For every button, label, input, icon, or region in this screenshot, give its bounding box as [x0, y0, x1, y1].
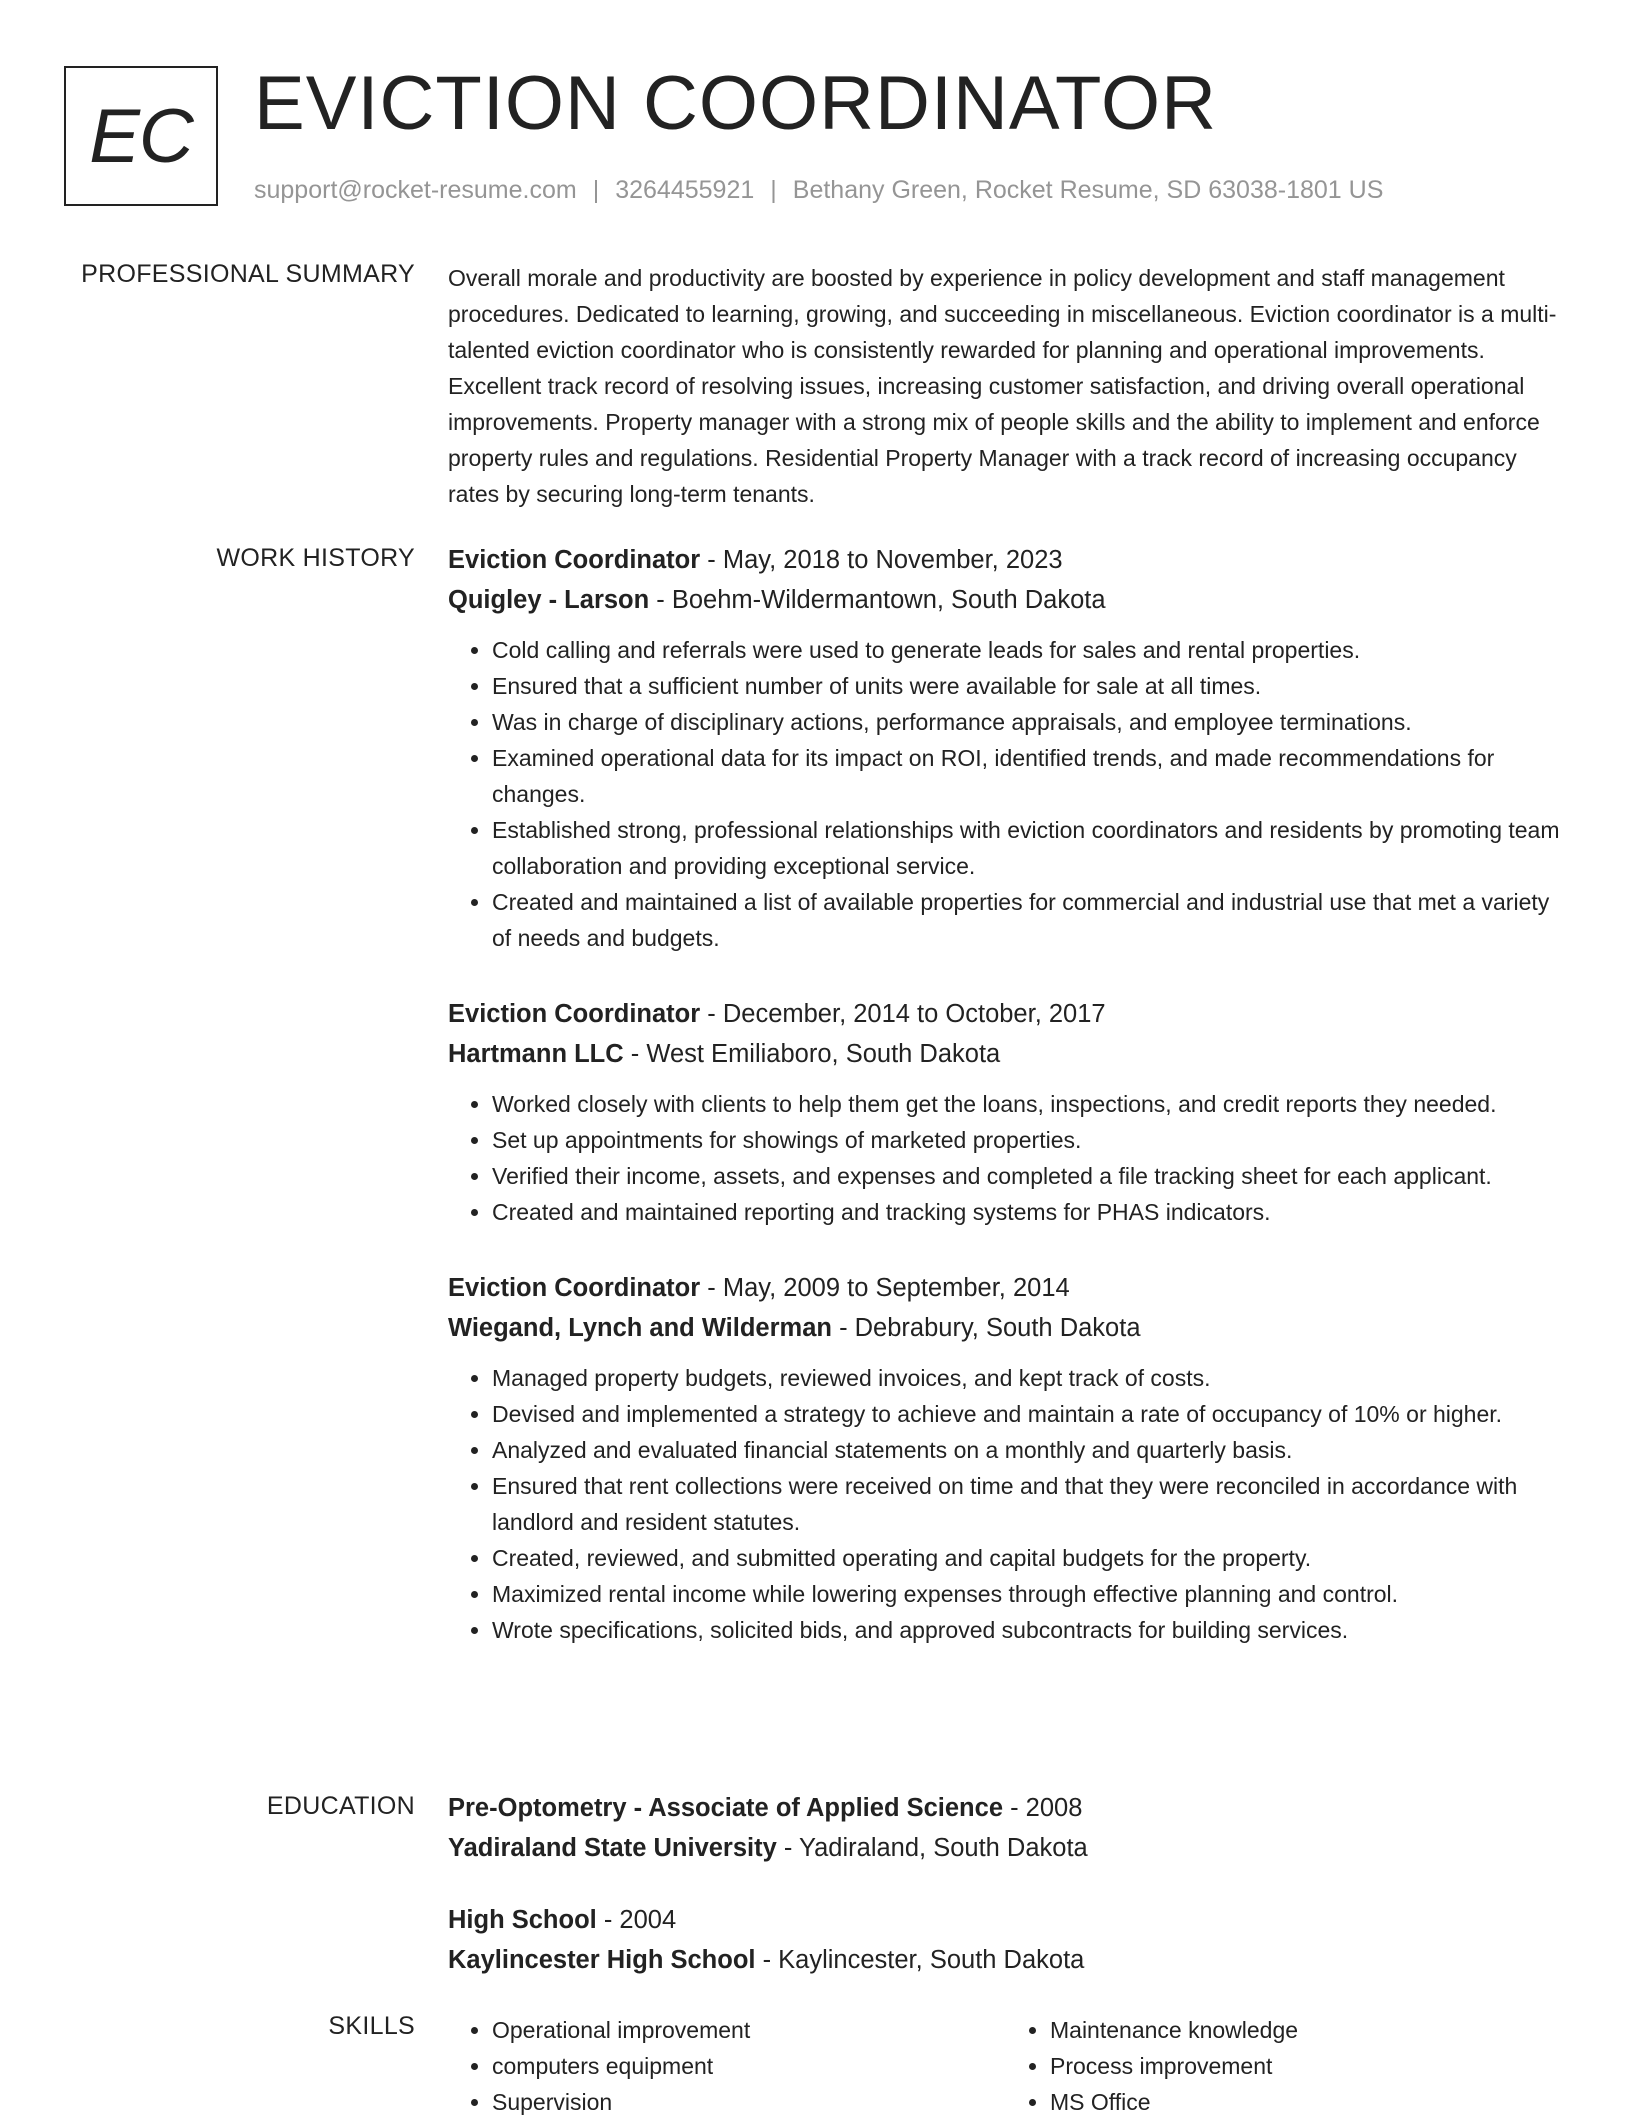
list-item: • Ensured that rent collections were received on time and that they were reconciled in accordance with landlord and resident statutes. — [492, 1468, 1564, 1540]
contact-address: Bethany Green, Rocket Resume, SD 63038-1801 US — [792, 176, 1384, 204]
list-item: • Created and maintained reporting and tracking systems for PHAS indicators. — [492, 1194, 1564, 1230]
list-item: • Managed property budgets, reviewed invoices, and kept track of costs. — [492, 1360, 1564, 1396]
job-company: Hartmann LLC — [448, 1040, 624, 1068]
job-entry — [448, 540, 1564, 956]
list-item: • Wrote specifications, solicited bids, and approved subcontracts for building services. — [492, 1612, 1564, 1648]
job-company: Quigley - Larson — [448, 586, 650, 614]
job-title-line — [448, 994, 1564, 1034]
job-location: - Boehm-Wildermantown, South Dakota — [649, 586, 1106, 614]
job-bullets — [448, 1086, 1564, 1230]
monogram: EC — [64, 66, 218, 206]
education-degree: Pre-Optometry - Associate of Applied Science — [448, 1794, 1003, 1822]
list-item: • Examined operational data for its impact on ROI, identified trends, and made recommendations for changes. — [492, 740, 1564, 812]
list-item: • Was in charge of disciplinary actions, performance appraisals, and employee terminations. — [492, 704, 1564, 740]
education-body — [448, 1788, 1564, 2012]
summary-text: Overall morale and productivity are boosted by experience in policy development and staff management procedures. Dedicated to learning, growing, and succeeding in miscellaneous. Eviction coordinator is a multi-talented eviction coordinator who is consistently rewarded for planning and operational improvements. Excellent track record of resolving issues, increasing customer satisfaction, and driving overall operational improvements. Property manager with a strong mix of people skills and the ability to implement and enforce property rules and regulations. Residential Property Manager with a track record of increasing occupancy rates by securing long-term tenants. — [448, 265, 1557, 507]
list-item: • Created and maintained a list of available properties for commercial and industrial use that met a variety of needs and budgets. — [492, 884, 1564, 956]
job-entry — [448, 994, 1564, 1230]
skill-item: • Maintenance knowledge — [1050, 2012, 1564, 2048]
education-school-line — [448, 1828, 1564, 1868]
skill-item: • Operational improvement — [492, 2012, 1006, 2048]
job-role: Eviction Coordinator — [448, 1000, 701, 1028]
list-item: • Worked closely with clients to help them get the loans, inspections, and credit reports they needed. — [492, 1086, 1564, 1122]
list-item: • Set up appointments for showings of marketed properties. — [492, 1122, 1564, 1158]
list-item: • Cold calling and referrals were used to generate leads for sales and rental properties. — [492, 632, 1564, 668]
education-school: Kaylincester High School — [448, 1946, 756, 1974]
skill-item: • Process improvement — [1050, 2048, 1564, 2084]
education-entry — [448, 1788, 1564, 1868]
section-title-work-history: WORK HISTORY — [216, 544, 415, 572]
job-role: Eviction Coordinator — [448, 1274, 701, 1302]
education-school-line — [448, 1940, 1564, 1980]
job-title-line — [448, 1268, 1564, 1308]
job-dates: - May, 2009 to September, 2014 — [700, 1274, 1070, 1302]
section-title-education: EDUCATION — [266, 1792, 415, 1820]
education-degree-line — [448, 1788, 1564, 1828]
job-dates: - December, 2014 to October, 2017 — [700, 1000, 1106, 1028]
skills-list-right — [1006, 2012, 1564, 2120]
list-item: • Analyzed and evaluated financial statements on a monthly and quarterly basis. — [492, 1432, 1564, 1468]
job-role: Eviction Coordinator — [448, 546, 701, 574]
job-location: - West Emiliaboro, South Dakota — [623, 1040, 1001, 1068]
job-company-line — [448, 580, 1564, 620]
education-degree-line — [448, 1900, 1564, 1940]
work-history-body — [448, 540, 1564, 1686]
education-entry — [448, 1900, 1564, 1980]
contact-email: support@rocket-resume.com — [254, 176, 577, 204]
list-item: • Ensured that a sufficient number of units were available for sale at all times. — [492, 668, 1564, 704]
job-bullets — [448, 632, 1564, 956]
job-company-line — [448, 1034, 1564, 1074]
job-company: Wiegand, Lynch and Wilderman — [448, 1314, 832, 1342]
contact-phone: 3264455921 — [615, 176, 755, 204]
education-location: - Kaylincester, South Dakota — [755, 1946, 1085, 1974]
summary-body — [448, 260, 1564, 512]
skills-list-left — [448, 2012, 1006, 2120]
job-bullets — [448, 1360, 1564, 1648]
contact-separator: | — [770, 176, 777, 204]
skill-item: • Supervision — [492, 2084, 1006, 2120]
page-title: EVICTION COORDINATOR — [254, 61, 1218, 146]
education-degree: High School — [448, 1906, 597, 1934]
contact-separator: | — [592, 176, 600, 204]
job-dates: - May, 2018 to November, 2023 — [700, 546, 1063, 574]
list-item: • Established strong, professional relationships with eviction coordinators and residents by promoting team collaboration and providing exceptional service. — [492, 812, 1564, 884]
skill-item: • computers equipment — [492, 2048, 1006, 2084]
contact-line — [254, 176, 1383, 205]
job-location: - Debrabury, South Dakota — [831, 1314, 1141, 1342]
education-year: - 2004 — [596, 1906, 677, 1934]
education-year: - 2008 — [1003, 1794, 1083, 1822]
list-item: • Created, reviewed, and submitted operating and capital budgets for the property. — [492, 1540, 1564, 1576]
list-item: • Maximized rental income while lowering expenses through effective planning and control. — [492, 1576, 1564, 1612]
job-company-line — [448, 1308, 1564, 1348]
skills-body — [448, 2012, 1564, 2120]
resume-header — [64, 61, 1584, 211]
list-item: • Verified their income, assets, and expenses and completed a file tracking sheet for each applicant. — [492, 1158, 1564, 1194]
education-school: Yadiraland State University — [448, 1834, 777, 1862]
job-entry — [448, 1268, 1564, 1648]
job-title-line — [448, 540, 1564, 580]
education-location: - Yadiraland, South Dakota — [776, 1834, 1088, 1862]
section-title-summary: PROFESSIONAL SUMMARY — [81, 260, 415, 288]
list-item: • Devised and implemented a strategy to achieve and maintain a rate of occupancy of 10% or higher. — [492, 1396, 1564, 1432]
section-title-skills: SKILLS — [328, 2012, 415, 2040]
skill-item: • MS Office — [1050, 2084, 1564, 2120]
